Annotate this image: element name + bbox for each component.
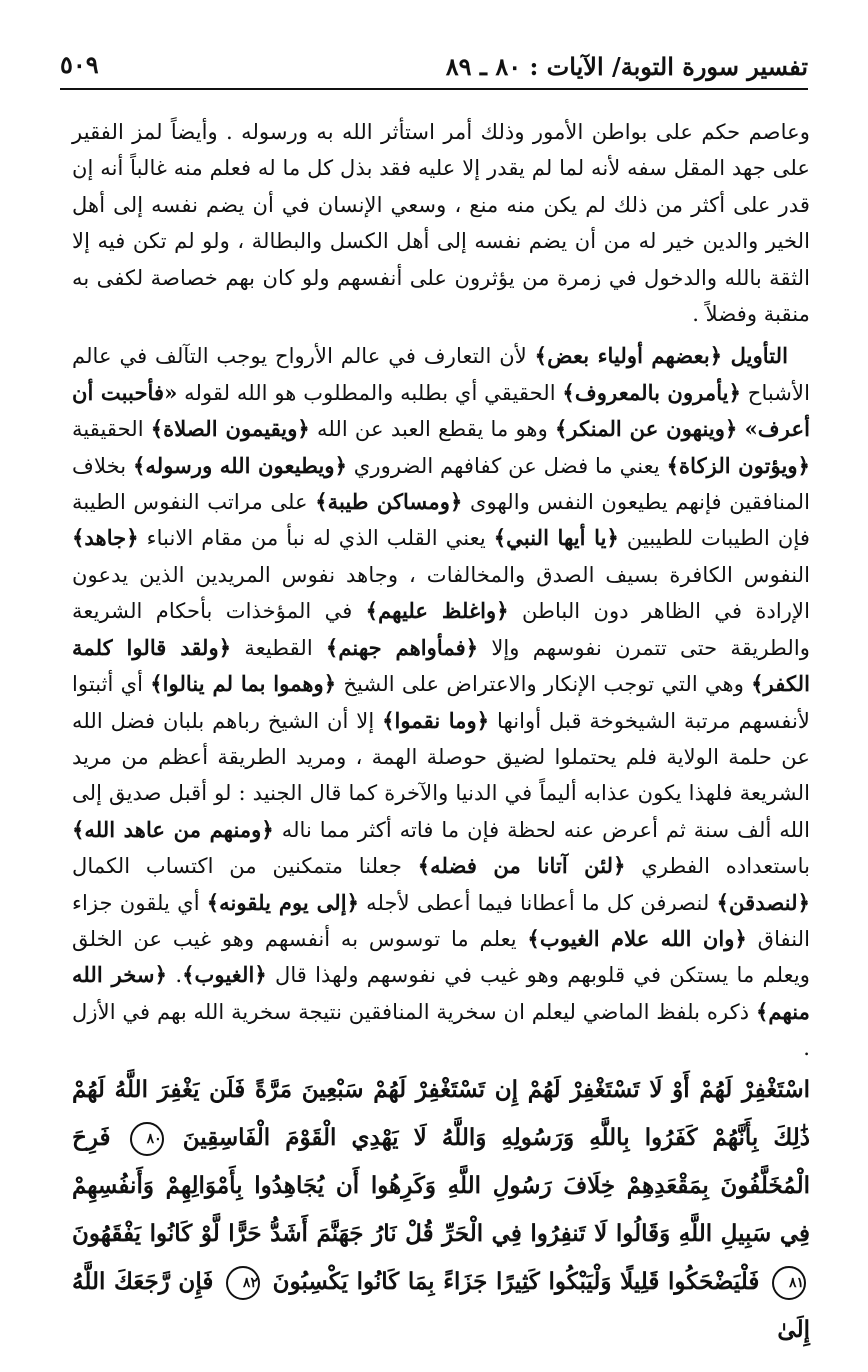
emphasized-phrase: ﴿ومساكن طيبة﴾: [315, 489, 463, 515]
emphasized-phrase: ﴿ولقد قالوا كلمة الكفر﴾: [72, 634, 811, 697]
quran-verse: فَرِحَ الْمُخَلَّفُونَ بِمَقْعَدِهِمْ خِلَافَ رَسُولِ اللَّهِ وَكَرِهُوا أَن يُجَاهِدُوا بِأَمْوَالِهِمْ وَأَنفُسِهِمْ فِي سَبِيلِ اللَّهِ وَقَالُوا لَا تَنفِرُوا فِي الْحَرِّ قُلْ نَارُ جَهَنَّمَ أَشَدُّ حَرًّا لَّوْ كَانُوا يَفْقَهُونَ: [72, 1124, 810, 1247]
text-run: يعني ما فضل عن كفافهم الضروري: [347, 452, 667, 478]
text-run: النفوس الكافرة بسيف الصدق والمخالفات ، وجاهد نفوس المريدين الذين يدعون الإرادة في الظاهر دون الباطن: [72, 561, 810, 624]
text-run: أي يلقون جزاء النفاق: [72, 889, 810, 951]
emphasized-phrase: ﴿وما نقموا﴾: [382, 707, 490, 733]
ayah-number-marker: ٨١: [772, 1266, 806, 1300]
emphasized-phrase: ﴿يأمرون بالمعروف﴾: [562, 379, 741, 405]
emphasized-phrase: ﴿لنصدقن﴾: [716, 889, 810, 915]
header-title: تفسير سورة التوبة/ الآيات : ٨٠ ـ ٨٩: [445, 52, 808, 81]
emphasized-phrase: ﴿لئن آتانا من فضله﴾: [417, 853, 626, 879]
emphasized-phrase: ﴿وينهون عن المنكر﴾: [555, 416, 738, 442]
emphasized-phrase: ﴿ويقيمون الصلاة﴾: [150, 416, 310, 442]
text-run: يعني القلب الذي له نبأ من مقام الانباء: [138, 525, 494, 551]
emphasized-phrase: ﴿فمأواهم جهنم﴾: [325, 634, 479, 660]
text-run: [737, 416, 744, 441]
text-run: وهو ما يقطع العبد عن الله: [309, 416, 555, 442]
emphasized-phrase: «فأحببت أن أعرف»: [72, 379, 810, 442]
emphasized-phrase: ﴿جاهد﴾: [72, 525, 139, 551]
emphasized-phrase: ﴿يا أيها النبي﴾: [493, 525, 619, 551]
emphasized-phrase: ﴿ويؤتون الزكاة﴾: [666, 452, 811, 478]
commentary-body: [72, 114, 810, 1067]
text-run: ذكره بلفظ الماضي ليعلم ان سخرية المنافقين نتيجة سخرية الله بهم في الأزل .: [72, 998, 810, 1061]
quran-verse: فَلْيَضْحَكُوا قَلِيلًا وَلْيَبْكُوا كَثِيرًا جَزَاءً بِمَا كَانُوا يَكْسِبُونَ: [272, 1268, 760, 1295]
text-run: باستعداده الفطري: [625, 853, 810, 879]
page-number: ٥٠٩: [60, 50, 99, 79]
header-rule: [60, 88, 808, 90]
text-run: أي أثبتوا لأنفسهم مرتبة الشيخوخة قبل أوانها: [72, 671, 810, 733]
quran-verse: اسْتَغْفِرْ لَهُمْ أَوْ لَا تَسْتَغْفِرْ لَهُمْ إِن تَسْتَغْفِرْ لَهُمْ سَبْعِينَ مَرَّةً فَلَن يَغْفِرَ اللَّهُ لَهُمْ ذَٰلِكَ بِأَنَّهُمْ كَفَرُوا بِاللَّهِ وَرَسُولِهِ وَاللَّهُ لَا يَهْدِي الْقَوْمَ الْفَاسِقِينَ: [72, 1076, 811, 1151]
emphasized-phrase: ﴿سخر الله منهم﴾: [72, 962, 810, 1024]
text-run: جعلنا متمكنين من اكتساب الكمال: [72, 853, 418, 879]
text-run: الحقيقية: [72, 416, 151, 442]
text-run: وهي التي توجب الإنكار والاعتراض على الشيخ: [336, 671, 752, 697]
emphasized-phrase: ﴿إلى يوم يلقونه﴾: [206, 889, 360, 915]
emphasized-phrase: ﴿وهموا بما لم ينالوا﴾: [150, 671, 337, 697]
emphasized-phrase: ﴿بعضهم أولياء بعض﴾: [534, 343, 723, 369]
quran-verse: فَإِن رَّجَعَكَ اللَّهُ إِلَىٰ: [72, 1268, 810, 1343]
ayah-number-marker: ٨٢: [226, 1266, 260, 1300]
emphasized-phrase: ﴿الغيوب﴾: [182, 962, 267, 988]
text-run: لنصرفن كل ما أعطانا فيما أعطى لأجله: [359, 889, 717, 915]
text-run: وعاصم حكم على بواطن الأمور وذلك أمر استأثر الله به ورسوله . وأيضاً لمز الفقير على جهد المقل سفه لأنه لما لم يقدر إلا عليه فقد بذل كل ما له فعلم منه غالباً أنه إن قدر على أكثر من ذلك لم يكن منه منع ، وسعي الإنسان في أن يضم نفسه إلى أهل الخير والدين خير له من أن يضم نفسه إلى أهل الكسل والبطالة ، ولو لم تكن فيه إلا الثقة بالله والدخول في زمرة من يؤثرون على أنفسهم ولو كان بهم خصاصة لكفى به منقبة وفضلاً .: [72, 119, 810, 327]
text-run: الحقيقي أي بطلبه والمطلوب هو الله لقوله: [177, 379, 563, 405]
running-header: [60, 38, 808, 86]
emphasized-phrase: ﴿ويطيعون الله ورسوله﴾: [132, 452, 348, 478]
text-run: على مراتب النفوس الطيبة فإن الطيبات للطيبين: [72, 489, 810, 551]
emphasized-phrase: ﴿وان الله علام الغيوب﴾: [527, 925, 747, 951]
emphasized-phrase: ﴿ومنهم من عاهد الله﴾: [72, 816, 274, 842]
text-run: لأن التعارف في عالم الأرواح يوجب التآلف في عالم الأشباح: [72, 343, 811, 405]
ayah-number-marker: ٨٠: [130, 1122, 164, 1156]
text-run: في المؤخذات بأحكام الشريعة والطريقة حتى تتمرن نفوسهم وإلا: [72, 598, 810, 660]
emphasized-phrase: ﴿واغلظ عليهم﴾: [365, 598, 509, 624]
paragraph: [72, 338, 810, 1066]
text-run: .: [167, 962, 183, 988]
text-run: بخلاف المنافقين فإنهم يطيعون النفس والهوى: [72, 452, 811, 515]
text-run: القطيعة: [231, 634, 326, 660]
emphasized-phrase: التأويل: [722, 343, 788, 369]
text-run: يعلم ما توسوس به أنفسهم وهو غيب عن الخلق ويعلم ما يستكن في قلوبهم وهو غيب في نفوسهم ولهذا قال: [72, 925, 810, 988]
quran-verses: [72, 1066, 810, 1354]
text-run: إلا أن الشيخ رباهم بلبان فضل الله عن حلمة الولاية فلم يحتملوا لضيق حوصلة الهمة ، ومريد الطريقة أعظم من مريد الشريعة فلهذا يكون عذابه أليماً في الدنيا والآخرة كما قال الجنيد : لو أقبل صديق إلى الله ألف سنة ثم أعرض عنه لحظة فإن ما فاته أكثر مما ناله: [72, 707, 811, 842]
paragraph: [72, 114, 810, 332]
